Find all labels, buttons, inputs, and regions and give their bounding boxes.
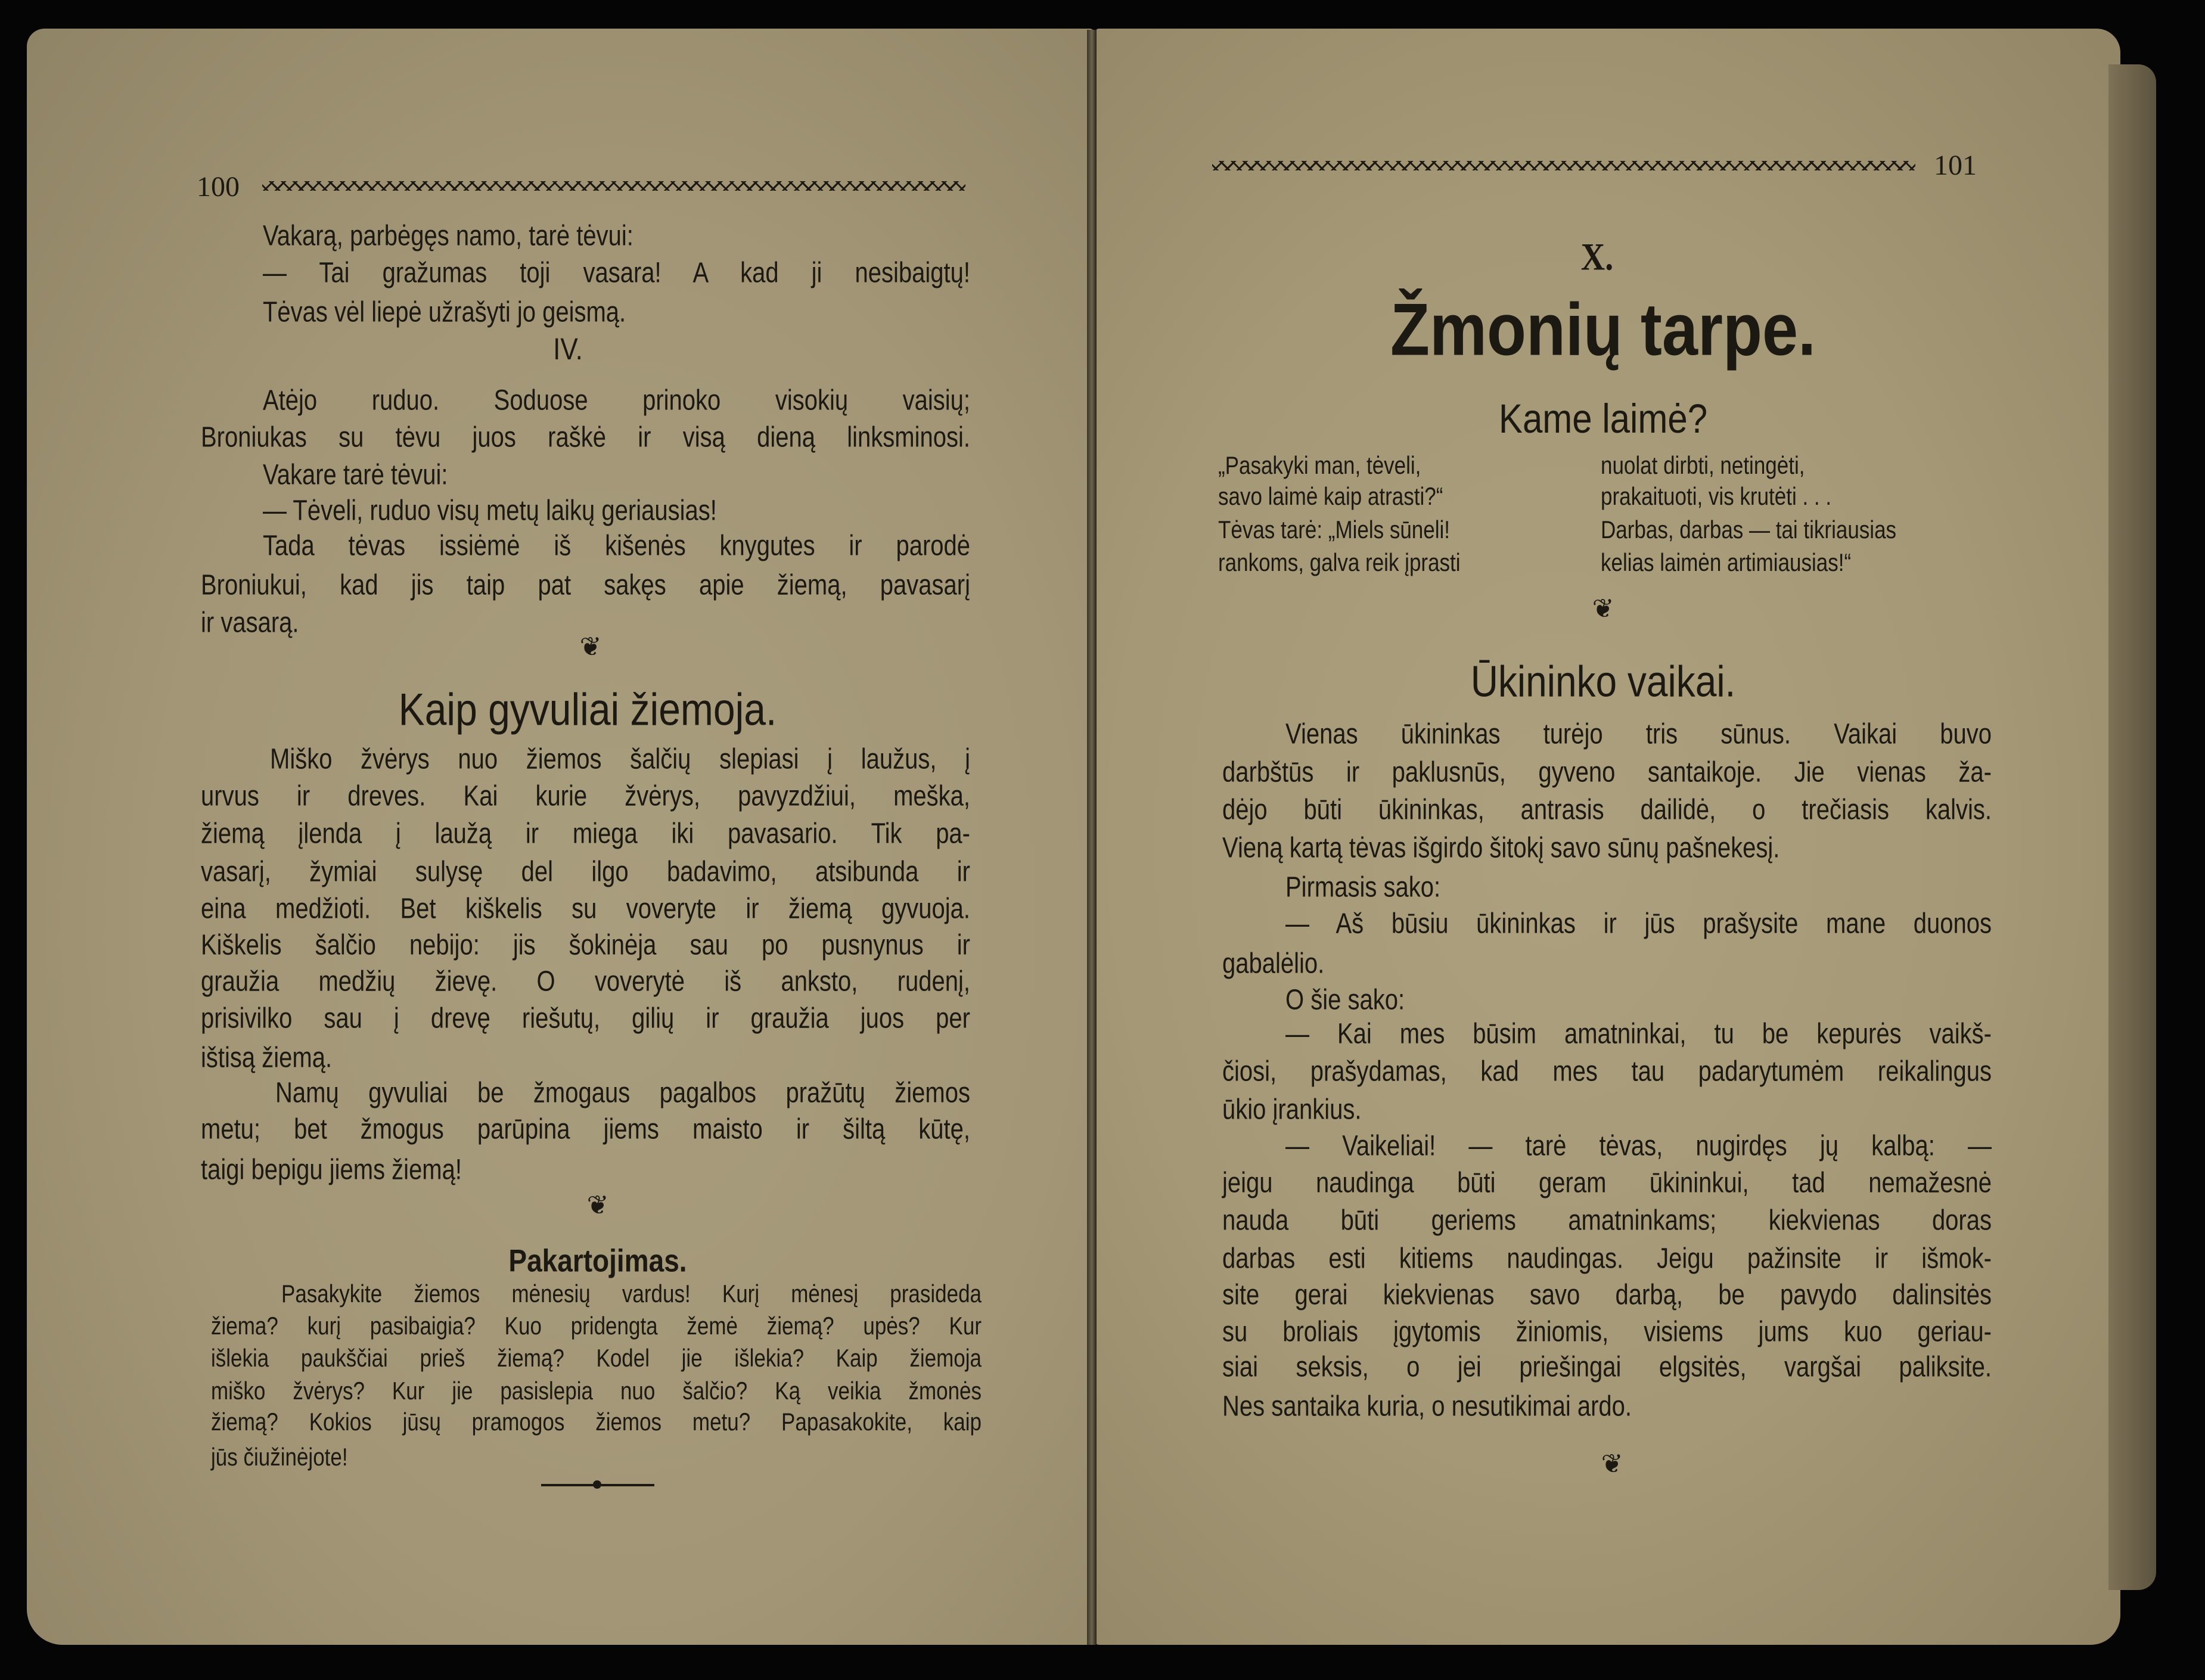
fleuron-ornament-icon	[1579, 594, 1627, 624]
text-line: jeigu naudinga būti geram ūkininkui, tad nemažesnė	[1222, 1167, 1992, 1199]
text-line: taigi bepigu jiems žiemą!	[201, 1154, 462, 1186]
section-numeral: IV.	[553, 333, 583, 367]
poem-line: nuolat dirbti, netingėti,	[1601, 452, 1805, 480]
text-line: — Aš būsiu ūkininkas ir jūs prašysite mane duonos	[1285, 908, 1992, 940]
poem-line: prakaituoti, vis krutėti . . .	[1601, 483, 1832, 511]
text-line: Pirmasis sako:	[1285, 871, 1441, 903]
end-divider	[541, 1484, 654, 1486]
text-line: žiemą įlenda į laužą ir miega iki pavasario. Tik pa-	[201, 818, 970, 850]
text-line: graužia medžių žievę. O voverytė iš anksto, rudenį,	[201, 965, 970, 998]
text-line: site gerai kiekvienas savo darbą, be pavydo dalinsitės	[1222, 1279, 1992, 1311]
text-line: ištisą žiemą.	[201, 1042, 333, 1074]
page-number-left: 100	[197, 171, 240, 203]
text-line: su broliais įgytomis žiniomis, visiems jums kuo geriau-	[1222, 1316, 1992, 1348]
section-heading: Kaip gyvuliai žiemoja.	[398, 684, 777, 735]
review-line: Pasakykite žiemos mėnesių vardus! Kurį mėnesį prasideda	[281, 1280, 982, 1308]
text-line: O šie sako:	[1285, 984, 1405, 1016]
text-line: Nes santaika kuria, o nesutikimai ardo.	[1222, 1390, 1632, 1423]
poem-line: kelias laimėn artimiausias!“	[1601, 549, 1852, 577]
text-line: — Vaikeliai! — tarė tėvas, nugirdęs jų kalbą: —	[1285, 1130, 1992, 1162]
text-line: darbštūs ir paklusnūs, gyveno santaikoje. Jie vienas ža-	[1222, 756, 1992, 788]
text-line: prisivilko sau į drevę riešutų, gilių ir graužia juos per	[201, 1002, 970, 1035]
poem-line: rankoms, galva reik įprasti	[1218, 549, 1461, 577]
text-line: vasarį, žymiai sulysę del ilgo badavimo, atsibunda ir	[201, 856, 970, 888]
text-line: Broniukui, kad jis taip pat sakęs apie žiemą, pavasarį	[201, 569, 970, 601]
text-line: Tada tėvas issiėmė iš kišenės knygutes ir parodė	[263, 530, 970, 562]
text-line: nauda būti geriems amatninkams; kiekvienas doras	[1222, 1204, 1992, 1237]
page-edges	[2108, 64, 2156, 1590]
review-heading: Pakartojimas.	[508, 1243, 687, 1278]
text-line: Vakarą, parbėgęs namo, tarė tėvui:	[263, 220, 633, 252]
fleuron-ornament-icon	[567, 632, 614, 662]
text-line: dėjo būti ūkininkas, antrasis dailidė, o trečiasis kalvis.	[1222, 794, 1992, 826]
poem-line: savo laimė kaip atrasti?“	[1218, 483, 1443, 511]
review-line: išlekia paukščiai prieš žiemą? Kodel jie išlekia? Kaip žiemoja	[211, 1344, 982, 1372]
text-line: Vieną kartą tėvas išgirdo šitokį savo sūnų pašnekesį.	[1222, 832, 1780, 864]
poem-line: „Pasakyki man, tėveli,	[1218, 452, 1421, 480]
poem-line: Tėvas tarė: „Miels sūneli!	[1218, 516, 1451, 544]
text-line: Vienas ūkininkas turėjo tris sūnus. Vaikai buvo	[1285, 718, 1992, 750]
fleuron-ornament-icon	[574, 1190, 622, 1221]
text-line: Broniukas su tėvu juos raškė ir visą dieną linksminosi.	[201, 421, 970, 454]
text-line: čiosi, prašydamas, kad mes tau padarytumėm reikalingus	[1222, 1055, 1992, 1088]
page-number-right: 101	[1934, 150, 1977, 181]
text-line: siai seksis, o jei priešingai elgsitės, vargšai paliksite.	[1222, 1351, 1992, 1383]
text-line: gabalėlio.	[1222, 948, 1325, 980]
review-line: žiema? kurį pasibaigia? Kuo pridengta žemė žiemą? upės? Kur	[211, 1312, 982, 1340]
book-spine	[1087, 30, 1097, 1645]
text-line: — Tėveli, ruduo visų metų laikų geriausias!	[263, 495, 717, 527]
review-line: miško žvėrys? Kur jie pasislepia nuo šalčio? Ką veikia žmonės	[211, 1377, 982, 1405]
text-line: urvus ir dreves. Kai kurie žvėrys, pavyzdžiui, meška,	[201, 780, 970, 812]
review-line: jūs čiužinėjote!	[211, 1443, 348, 1471]
story-title: Ūkininko vaikai.	[1470, 656, 1736, 706]
text-line: metu; bet žmogus parūpina jiems maisto ir šiltą kūtę,	[201, 1113, 970, 1145]
chapter-title: Žmonių tarpe.	[1390, 287, 1816, 371]
chapter-number: X.	[1580, 236, 1614, 279]
text-line: eina medžioti. Bet kiškelis su voveryte ir žiemą gyvuoja.	[201, 893, 970, 925]
poem-title: Kame laimė?	[1498, 395, 1708, 442]
text-line: Kiškelis šalčio nebijo: jis šokinėja sau po pusnynus ir	[201, 929, 970, 961]
header-ornament-border	[262, 181, 965, 191]
text-line: Vakare tarė tėvui:	[263, 459, 448, 491]
text-line: — Kai mes būsim amatninkai, tu be kepurės vaikš-	[1285, 1018, 1992, 1050]
text-line: — Tai gražumas toji vasara! A kad ji nesibaigtų!	[263, 257, 970, 289]
text-line: Miško žvėrys nuo žiemos šalčių slepiasi į laužus, į	[270, 743, 970, 775]
text-line: Namų gyvuliai be žmogaus pagalbos pražūtų žiemos	[275, 1077, 970, 1109]
text-line: Tėvas vėl liepė užrašyti jo geismą.	[263, 296, 626, 328]
text-line: ir vasarą.	[201, 607, 299, 639]
header-ornament-border	[1212, 161, 1915, 170]
text-line: Atėjo ruduo. Soduose prinoko visokių vaisių;	[263, 384, 970, 417]
poem-line: Darbas, darbas — tai tikriausias	[1601, 516, 1897, 544]
text-line: ūkio įrankius.	[1222, 1094, 1362, 1126]
fleuron-ornament-icon	[1588, 1449, 1636, 1479]
text-line: darbas esti kitiems naudingas. Jeigu pažinsite ir išmok-	[1222, 1243, 1992, 1275]
review-line: žiemą? Kokios jūsų pramogos žiemos metu? Papasakokite, kaip	[211, 1408, 982, 1436]
